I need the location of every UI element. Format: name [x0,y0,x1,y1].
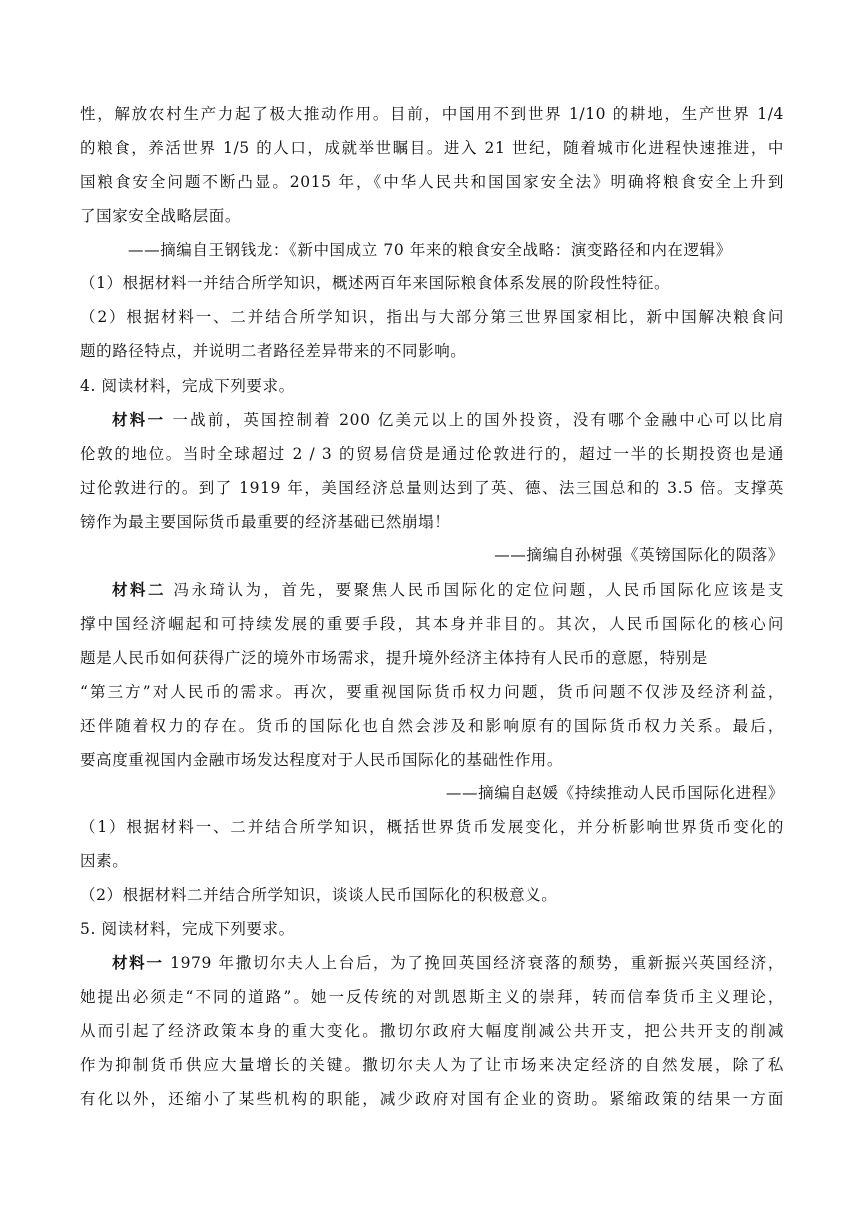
material-label: 材料一 [112,410,166,429]
material-label: 材料一 [112,953,164,972]
question-item: （1）根据材料一并结合所学知识，概述两百年来国际粮食体系发展的阶段性特征。 [80,274,671,292]
material-text: 一战前，英国控制着 200 亿美元以上的国外投资，没有哪个金融中心可以比肩 [165,411,784,429]
question-item: 因素。 [80,852,129,870]
text-line: 性，解放农村生产力起了极大推动作用。目前，中国用不到世界 1/10 的耕地，生产世界 1/4 [80,105,784,123]
source-citation: ——摘编自王钢钱龙：《新中国成立 70 年来的粮食安全战略：演变路径和内在逻辑》 [128,241,732,259]
material-text: 1979 年撒切尔夫人上台后，为了挽回英国经济衰落的颓势，重新振兴英国经济， [163,954,785,972]
text-line: 了国家安全战略层面。 [80,207,242,225]
question-item: （1）根据材料一、二并结合所学知识，概括世界货币发展变化，并分析影响世界货币变化的 [80,818,784,836]
material-line: 伦敦的地位。当时全球超过 2 / 3 的贸易信贷是通过伦敦进行的，超过一半的长期投资也是通 [80,445,784,463]
material-line: 镑作为最主要国际货币最重要的经济基础已然崩塌！ [80,513,451,531]
material-line: 题是人民币如何获得广泛的境外市场需求，提升境外经济主体持有人民币的意愿，特别是 [80,649,708,667]
material-line: 撑中国经济崛起和可持续发展的重要手段，其本身并非目的。其次，人民币国际化的核心问 [80,615,784,633]
material-line: 过伦敦进行的。到了 1919 年，美国经济总量则达到了英、德、法三国总和的 3.5 倍。支撑英 [80,479,784,497]
question-item: 题的路径特点，并说明二者路径差异带来的不同影响。 [80,342,467,360]
material-line [80,580,784,600]
material-line [80,953,784,973]
material-line: 她提出必须走“不同的道路”。她一反传统的对凯恩斯主义的崇拜，转而信奉货币主义理论， [80,988,784,1006]
question-item: （2）根据材料二并结合所学知识，谈谈人民币国际化的积极意义。 [80,886,558,904]
material-line: 从而引起了经济政策本身的重大变化。撒切尔政府大幅度削减公共开支，把公共开支的削减 [80,1022,784,1040]
material-line [80,410,784,430]
source-citation: ——摘编自孙树强《英镑国际化的陨落》 [494,546,784,564]
material-line: 作为抑制货币供应大量增长的关键。撒切尔夫人为了让市场来决定经济的自然发展，除了私 [80,1056,784,1074]
source-citation: ——摘编自赵媛《持续推动人民币国际化进程》 [445,784,784,802]
material-text: 冯永琦认为，首先，要聚焦人民币国际化的定位问题，人民币国际化应该是支 [166,581,784,599]
text-line: 国粮食安全问题不断凸显。2015 年，《中华人民共和国国家安全法》明确将粮食安全上升到 [80,173,784,191]
question-item: （2）根据材料一、二并结合所学知识，指出与大部分第三世界国家相比，新中国解决粮食问 [80,308,784,326]
question-title: 5. 阅读材料，完成下列要求。 [80,920,295,938]
text-line: 的粮食，养活世界 1/5 的人口，成就举世瞩目。进入 21 世纪，随着城市化进程快速推进，中 [80,139,784,157]
material-line: 要高度重视国内金融市场发达程度对于人民币国际化的基础性作用。 [80,751,564,769]
material-line: 还伴随着权力的存在。货币的国际化也自然会涉及和影响原有的国际货币权力关系。最后， [80,717,784,735]
question-title: 4. 阅读材料，完成下列要求。 [80,377,295,395]
material-line: 有化以外，还缩小了某些机构的职能，减少政府对国有企业的资助。紧缩政策的结果一方面 [80,1090,784,1108]
material-line: “第三方”对人民币的需求。再次，要重视国际货币权力问题，货币问题不仅涉及经济利益， [80,683,784,701]
material-label: 材料二 [112,580,167,599]
